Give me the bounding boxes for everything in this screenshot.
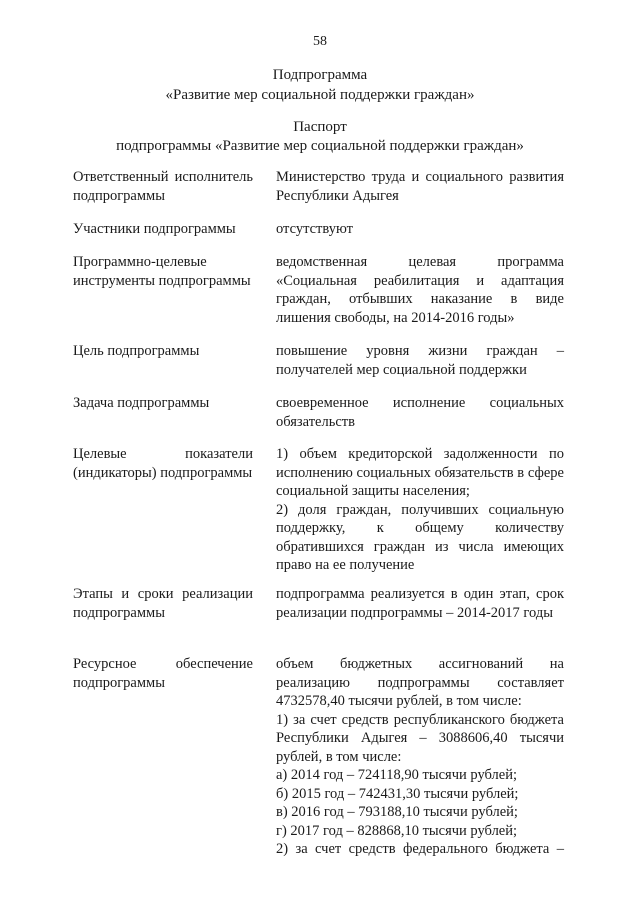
row-label: Целевые показатели (индикаторы) подпрограммы bbox=[73, 446, 253, 481]
passport-label: Паспорт bbox=[293, 119, 347, 135]
row-value bbox=[276, 655, 564, 859]
row-value: Министерство труда и социального развития Республики Адыгея bbox=[276, 169, 564, 204]
indicator-item: 2) доля граждан, получивших социальную поддержку, к общему количеству обратившихся граждан из числа имеющих право на ее получение bbox=[276, 501, 564, 573]
row-value: ведомственная целевая программа «Социальная реабилитация и адаптация граждан, отбывших наказание в виде лишения свободы, на 2014-2016 годы» bbox=[276, 254, 564, 326]
row-label: Этапы и сроки реализации подпрограммы bbox=[73, 586, 253, 621]
resource-line: 1) за счет средств республиканского бюджета Республики Адыгея – 3088606,40 тысячи рублей, в том числе: bbox=[276, 711, 564, 765]
resource-line: объем бюджетных ассигнований на реализацию подпрограммы составляет 4732578,40 тысячи рублей, в том числе: bbox=[276, 656, 564, 709]
subprogram-label: Подпрограмма bbox=[272, 67, 368, 83]
row-value: своевременное исполнение социальных обязательств bbox=[276, 395, 564, 430]
row-label: Ресурсное обеспечение подпрограммы bbox=[73, 656, 253, 691]
subprogram-name: «Развитие мер социальной поддержки граждан» bbox=[165, 87, 475, 103]
passport-subtitle: подпрограммы «Развитие мер социальной поддержки граждан» bbox=[116, 138, 524, 154]
resource-line: в) 2016 год – 793188,10 тысячи рублей; bbox=[276, 804, 518, 820]
resource-line: а) 2014 год – 724118,90 тысячи рублей; bbox=[276, 767, 517, 783]
row-value: повышение уровня жизни граждан – получателей мер социальной поддержки bbox=[276, 343, 564, 378]
row-label: Цель подпрограммы bbox=[73, 343, 200, 359]
row-label: Задача подпрограммы bbox=[73, 395, 210, 411]
indicator-item: 1) объем кредиторской задолженности по исполнению социальных обязательств в сфере социальной защиты населения; bbox=[276, 446, 564, 499]
page-number: 58 bbox=[313, 34, 327, 49]
row-value bbox=[276, 445, 564, 575]
row-value: отсутствуют bbox=[276, 221, 353, 237]
row-label: Программно-целевые инструменты подпрограммы bbox=[73, 254, 251, 289]
resource-line: г) 2017 год – 828868,10 тысячи рублей; bbox=[276, 822, 518, 839]
row-value: подпрограмма реализуется в один этап, срок реализации подпрограммы – 2014-2017 годы bbox=[276, 586, 564, 621]
resource-line: 2) за счет средств федерального бюджета – bbox=[276, 841, 564, 857]
row-label: Ответственный исполнитель подпрограммы bbox=[73, 169, 253, 204]
row-label: Участники подпрограммы bbox=[73, 221, 236, 237]
resource-line: б) 2015 год – 742431,30 тысячи рублей; bbox=[276, 785, 519, 802]
